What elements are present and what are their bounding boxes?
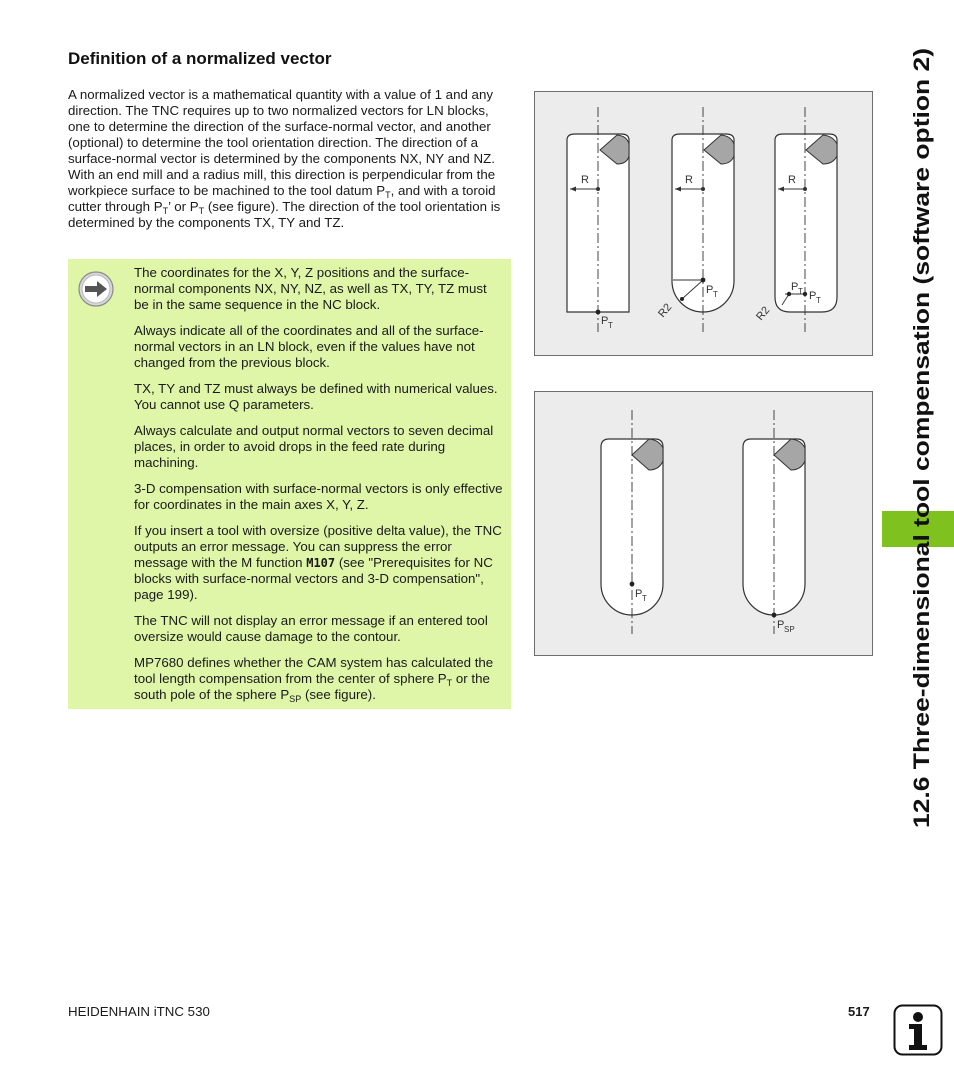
figure-tool-datum (534, 91, 873, 356)
note-item: Always indicate all of the coordinates and all of the surface-normal vectors in an LN block, even if the values have not changed from the previous block. (134, 323, 484, 370)
radius-label: R (788, 174, 796, 186)
sphere-center-sub: T (642, 594, 647, 603)
chapter-side-title (895, 43, 945, 833)
toroid-datum-label: P (791, 281, 799, 293)
toroid-datum-sub: T (798, 287, 803, 296)
tool-datum-sub: T (713, 290, 718, 299)
sphere-center-label: P (635, 588, 643, 600)
radius-label: R (685, 174, 693, 186)
end-mill-diagram (567, 107, 629, 332)
subscript: SP (289, 694, 302, 704)
subscript: T (446, 678, 453, 688)
sphere-center-diagram (601, 410, 663, 634)
toroid-cutter-diagram (754, 107, 837, 332)
note-item: 3-D compensation with surface-normal vectors is only effective for coordinates in the main axes X, Y, Z. (134, 481, 503, 512)
note-item: TX, TY and TZ must always be defined with numerical values. You cannot use Q parameters. (134, 381, 498, 412)
footer-brand: HEIDENHAIN iTNC 530 (68, 1004, 210, 1019)
south-pole-label: P (777, 619, 785, 631)
note-item: The coordinates for the X, Y, Z positions and the surface-normal components NX, NY, NZ, as well as TX, TY, TZ must be in the same sequence in the NC block. (134, 265, 487, 312)
chapter-side-title-text: 12.6 Three-dimensional tool compensation (software option 2) (909, 164, 934, 828)
note-item: If you insert a tool with oversize (positive delta value), the TNC outputs an error message. You can suppress the error message with the M function M107 (see "Prerequisites for NC blocks with surface-normal vectors and 3-D compensation", page 199). (134, 523, 502, 602)
south-pole-sub: SP (784, 625, 795, 634)
tool-datum-sub: T (608, 321, 613, 330)
note-item: Always calculate and output normal vectors to seven decimal places, in order to avoid drops in the feed rate during machining. (134, 423, 494, 470)
note-item: MP7680 defines whether the CAM system has calculated the tool length compensation from the center of sphere $P_T$ or the south pole of the sphere $P_{SP}$ (see figure). (134, 655, 494, 704)
page-number: 517 (848, 1004, 870, 1019)
subscript: T (198, 206, 205, 216)
corner-radius-label: R2 (656, 301, 675, 320)
intro-paragraph: A normalized vector is a mathematical quantity with a value of 1 and any direction. The TNC requires up to two normalized vectors for LN blocks, one to determine the direction of the surface-normal vector, and another (optional) to determine the tool orientation direction. The direction of a surface-normal vector is determined by the components NX, NY and NZ. With an end mill and a radius mill, this direction is perpendicular from the workpiece surface to be machined to the tool datum $P_T$, and with a toroid cutter through $P_T$’ or $P_T$ (see figure). The direction of the tool orientation is determined by the components TX, TY and TZ. (68, 87, 501, 230)
note-list (134, 265, 504, 713)
corner-radius-label: R2 (754, 304, 773, 323)
tool-datum-label: P (706, 284, 714, 296)
tool-datum-sub: T (816, 296, 821, 305)
note-box (68, 259, 511, 709)
tool-datum-label: P (601, 315, 609, 327)
sphere-south-pole-diagram (743, 410, 805, 634)
figure-sphere-reference (534, 391, 873, 656)
subscript: T (385, 190, 391, 200)
tool-datum-label: P (809, 290, 817, 302)
arrow-right-icon (78, 271, 114, 307)
radius-label: R (581, 174, 589, 186)
subscript: T (162, 206, 169, 216)
radius-mill-diagram (656, 107, 734, 332)
info-icon (893, 1004, 943, 1056)
note-item: The TNC will not display an error message if an entered tool oversize would cause damage to the contour. (134, 613, 488, 644)
section-heading: Definition of a normalized vector (68, 49, 332, 68)
code-term: M107 (306, 556, 336, 570)
